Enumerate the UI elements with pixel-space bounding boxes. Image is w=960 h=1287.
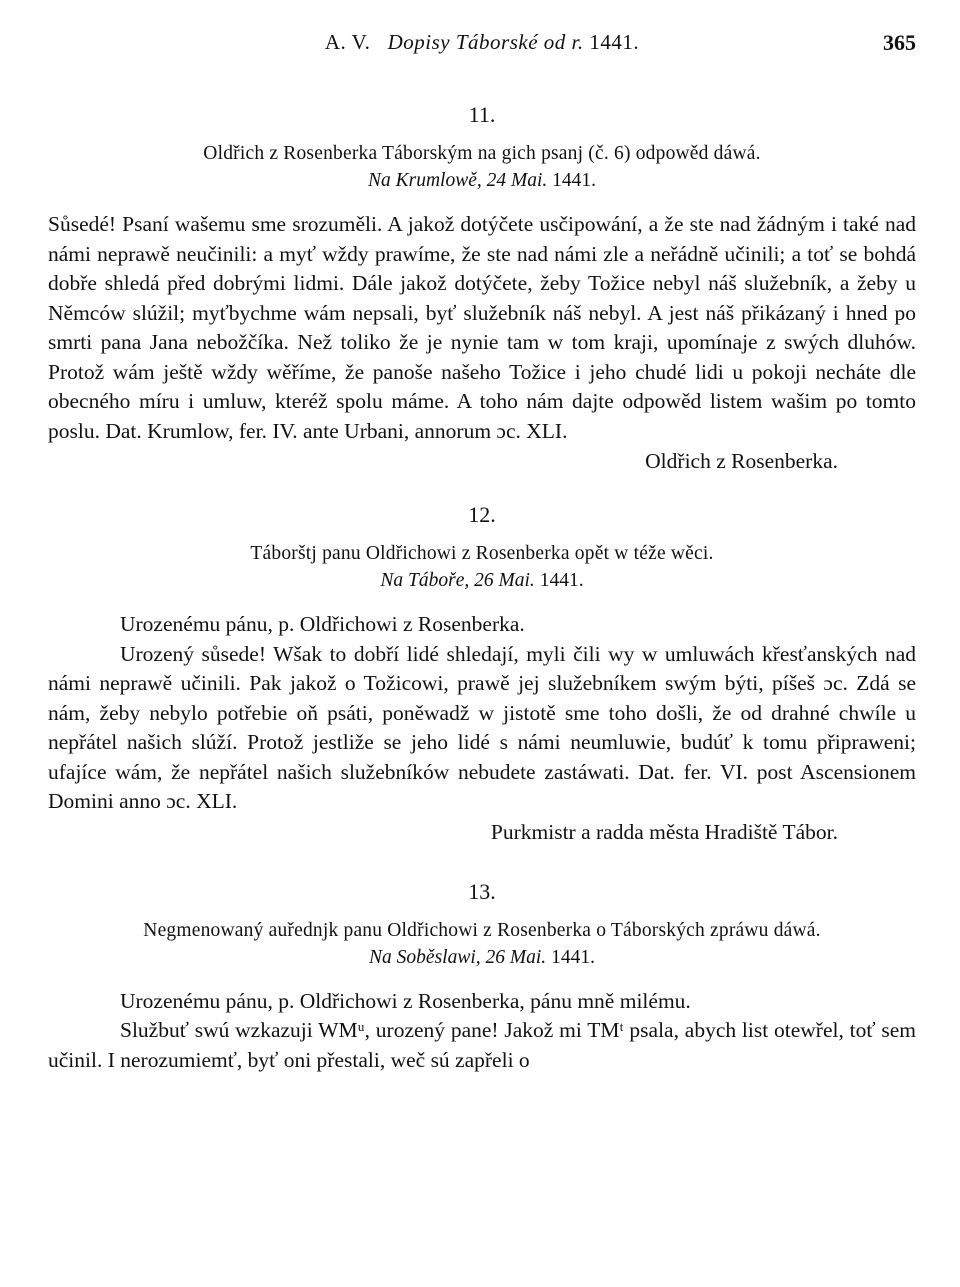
letter-number: 12. — [468, 502, 496, 527]
place-year: 1441. — [551, 946, 595, 968]
header-year: 1441. — [589, 30, 640, 54]
running-header — [48, 30, 916, 62]
place-year: 1441. — [552, 170, 597, 191]
page-content — [48, 100, 916, 1075]
letter-signature: Oldřich z Rosenberka. — [645, 449, 838, 473]
header-title — [48, 30, 916, 55]
place-italic: Na Soběslawi, 26 Mai. — [369, 946, 547, 968]
letter-body: Urozený sůsede! Wšak to dobří lidé shledají, myli čili wy w umluwách křesťanských nad námi neprawě učinili. Pak jakož o Tožicowi, prawě jej služebníkem swým býti, píšeš ɔc. Zdá se nám, žeby nebylo potřebie oň psáti, poněwadž w jistotě sme toho došli, že od drahné chwíle u nepřátel našich slúží. Protož jestliže se jeho lidé s námi neumluwie, budúť k tomu připraweni; ufajíce wám, že nepřátel našich služebníków nebudete zastáwati. Dat. fer. VI. post Ascensionem Domini anno ɔc. XLI. — [48, 641, 916, 813]
letter-address: Urozenému pánu, p. Oldřichowi z Rosenberka. — [120, 612, 525, 636]
letter-place-date — [48, 944, 916, 971]
letter-heading: Negmenowaný auřednjk panu Oldřichowi z Rosenberka o Táborských zpráwu dáwá. — [143, 919, 821, 941]
letter-signature: Purkmistr a radda města Hradiště Tábor. — [490, 819, 838, 844]
letter-place-date — [48, 167, 916, 194]
letter-body: Sůsedé! Psaní wašemu sme srozuměli. A jakož dotýčete usčipowání, a že ste nad žádným i také nad námi neprawě neučinili: a myť wždy prawíme, že ste nad námi zle a neřádně učinili; a toť se bohdá dobře shledá před dobrými lidmi. Dále jakož dotýčete, žeby Tožice nebyl náš služebník, a žeby u Němców slúžil; myťbychme wám nepsali, byť služebník náš nebyl. A jest náš přikázaný i hned po smrti pana Jana nebožčíka. Než toliko že je nynie tam w tom kraji, upomínaje z swých dluhów. Protož wám ještě wždy wěříme, že panoše našeho Tožice i jeho chudé lidi u pokoji necháte dle obecného míru i umluw, kteréž spolu máme. A toho nám dajte odpowěd listem wašim po tomto poslu. Dat. Krumlow, fer. IV. ante Urbani, annorum ɔc. XLI. — [48, 212, 916, 443]
letter-place-date — [48, 567, 916, 594]
letter-address: Urozenému pánu, p. Oldřichowi z Rosenberka, pánu mně milému. — [120, 988, 691, 1013]
place-italic: Na Táboře, 26 Mai. — [380, 570, 535, 591]
place-year: 1441. — [539, 570, 584, 591]
header-title-italic: Dopisy Táborské od r. — [387, 30, 584, 54]
letter-heading: Táborštj panu Oldřichowi z Rosenberka opět w téže wěci. — [250, 543, 714, 564]
letter-body: Službuť swú wzkazuji WMᵘ, urozený pane! Jakož mi TMᵗ psala, abych list otewřel, toť sem učinil. I nerozumiemť, byť oni přestali, weč sú zapřeli o — [48, 1018, 916, 1072]
letter-heading: Oldřich z Rosenberka Táborským na gich psanj (č. 6) odpowěd dáwá. — [203, 143, 761, 164]
header-prefix: A. V. — [324, 30, 371, 54]
place-italic: Na Krumlowě, 24 Mai. — [367, 170, 548, 191]
letter-number: 13. — [468, 878, 496, 904]
letter-number: 11. — [468, 102, 496, 127]
page-number: 365 — [883, 30, 916, 55]
